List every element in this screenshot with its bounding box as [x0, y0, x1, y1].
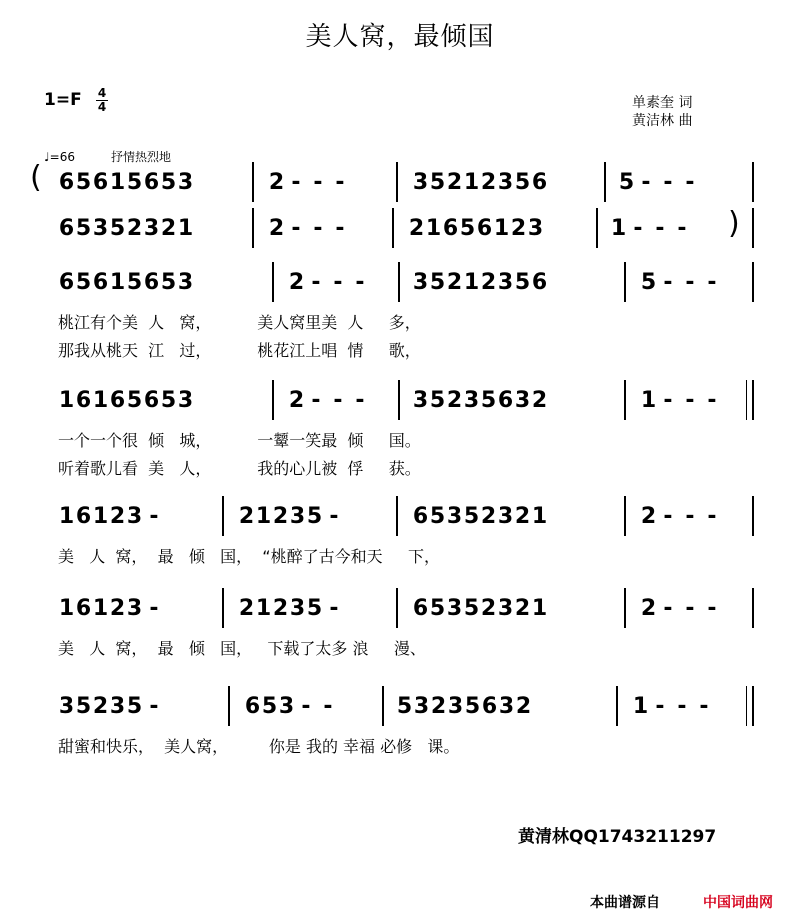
- measure: [238, 496, 345, 536]
- note: 1: [92, 503, 109, 529]
- note: 3: [126, 595, 143, 621]
- note: 3: [497, 595, 514, 621]
- note: 2: [514, 595, 531, 621]
- note: -: [333, 387, 343, 413]
- lyric-line: 一个一个很 倾 城， 一颦一笑最 倾 国。: [58, 431, 421, 450]
- note: -: [291, 215, 301, 241]
- barline: [252, 162, 254, 202]
- note: 5: [463, 503, 480, 529]
- note: 6: [476, 215, 493, 241]
- barline: [398, 262, 400, 302]
- note: 1: [177, 215, 194, 241]
- measure: [288, 262, 371, 302]
- note: 5: [464, 693, 481, 719]
- footer-author: 黄清林QQ1743211297: [518, 827, 717, 847]
- footer-source: 本曲谱源自: [590, 895, 660, 911]
- measure: [610, 208, 693, 248]
- note: 1: [531, 503, 548, 529]
- note: 2: [272, 595, 289, 621]
- note: 3: [498, 693, 515, 719]
- credits: [632, 94, 692, 130]
- note: 3: [289, 595, 306, 621]
- measure: [58, 208, 194, 248]
- note: 2: [268, 169, 285, 195]
- measure: [412, 262, 548, 302]
- note: -: [333, 269, 343, 295]
- note: 5: [514, 169, 531, 195]
- barline: [624, 262, 626, 302]
- note: 2: [640, 595, 657, 621]
- note: 3: [514, 387, 531, 413]
- note: 2: [408, 215, 425, 241]
- measure: [396, 686, 532, 726]
- note: 5: [126, 387, 143, 413]
- note: 2: [510, 215, 527, 241]
- note: 5: [160, 269, 177, 295]
- note: -: [663, 503, 673, 529]
- note: 2: [446, 269, 463, 295]
- note: 1: [255, 503, 272, 529]
- barline: [624, 588, 626, 628]
- note: 3: [447, 693, 464, 719]
- barline: [604, 162, 606, 202]
- note: -: [685, 503, 695, 529]
- note: 6: [143, 169, 160, 195]
- note: 2: [272, 503, 289, 529]
- note: 6: [75, 595, 92, 621]
- note: 5: [459, 215, 476, 241]
- measure: [408, 208, 544, 248]
- note: 5: [463, 595, 480, 621]
- note: 2: [160, 215, 177, 241]
- barline: [596, 208, 598, 248]
- note: 3: [289, 503, 306, 529]
- note: 3: [412, 169, 429, 195]
- note: 3: [497, 269, 514, 295]
- page-title: 美人窝，最倾国: [305, 22, 495, 52]
- barline: [752, 588, 754, 628]
- expression: 抒情热烈地: [110, 150, 171, 164]
- barline: [382, 686, 384, 726]
- note: 1: [493, 215, 510, 241]
- note: -: [685, 387, 695, 413]
- measure: [412, 380, 548, 420]
- intro-close-paren: ): [728, 206, 740, 241]
- key-signature: 1=F: [44, 90, 82, 110]
- note: 3: [463, 387, 480, 413]
- note: 1: [531, 595, 548, 621]
- barline: [222, 496, 224, 536]
- note: 2: [640, 503, 657, 529]
- barline: [392, 208, 394, 248]
- lyric-line: 桃江有个美 人 窝， 美人窝里美 人 多，: [58, 313, 421, 332]
- note: 2: [288, 387, 305, 413]
- note: 3: [412, 269, 429, 295]
- note: -: [149, 595, 159, 621]
- note: 2: [515, 693, 532, 719]
- note: 5: [75, 693, 92, 719]
- measure: [58, 380, 194, 420]
- measure: [244, 686, 339, 726]
- measure: [412, 496, 548, 536]
- tempo-value: ♩=66: [44, 150, 75, 164]
- note: -: [313, 169, 323, 195]
- note: -: [655, 215, 665, 241]
- note: -: [655, 693, 665, 719]
- note: 3: [109, 693, 126, 719]
- note: 6: [143, 269, 160, 295]
- barline: [752, 380, 754, 420]
- note: -: [699, 693, 709, 719]
- measure: [412, 162, 548, 202]
- note: 1: [109, 169, 126, 195]
- note: 6: [75, 503, 92, 529]
- note: 3: [278, 693, 295, 719]
- note: 2: [514, 503, 531, 529]
- barline: [624, 496, 626, 536]
- measure: [640, 380, 723, 420]
- note: 2: [430, 693, 447, 719]
- measure: [640, 496, 723, 536]
- note: 2: [480, 503, 497, 529]
- note: -: [311, 269, 321, 295]
- barline: [752, 162, 754, 202]
- measure: [412, 588, 548, 628]
- note: 6: [412, 503, 429, 529]
- note: 1: [640, 387, 657, 413]
- note: 3: [497, 503, 514, 529]
- note: -: [685, 269, 695, 295]
- note: 5: [306, 503, 323, 529]
- note: 6: [143, 387, 160, 413]
- barline: [616, 686, 618, 726]
- note: 2: [480, 169, 497, 195]
- note: -: [663, 269, 673, 295]
- note: -: [633, 215, 643, 241]
- note: 1: [255, 595, 272, 621]
- measure: [58, 162, 194, 202]
- note: 3: [527, 215, 544, 241]
- note: 6: [58, 169, 75, 195]
- barline: [252, 208, 254, 248]
- note: 6: [244, 693, 261, 719]
- note: 3: [497, 169, 514, 195]
- measure: [268, 208, 351, 248]
- note: 5: [429, 169, 446, 195]
- note: 5: [429, 595, 446, 621]
- barline: [272, 262, 274, 302]
- time-signature: [96, 88, 108, 113]
- note: -: [707, 595, 717, 621]
- note: 3: [177, 169, 194, 195]
- note: -: [685, 595, 695, 621]
- barline-double: [746, 686, 747, 726]
- note: 1: [109, 269, 126, 295]
- barline: [624, 380, 626, 420]
- note: 3: [177, 387, 194, 413]
- measure: [640, 588, 723, 628]
- note: -: [677, 693, 687, 719]
- note: -: [355, 269, 365, 295]
- note: 6: [481, 693, 498, 719]
- note: 1: [610, 215, 627, 241]
- barline: [222, 588, 224, 628]
- note: 5: [396, 693, 413, 719]
- note: -: [663, 169, 673, 195]
- note: -: [329, 503, 339, 529]
- note: 5: [306, 595, 323, 621]
- note: 2: [288, 269, 305, 295]
- note: 2: [446, 387, 463, 413]
- note: -: [663, 595, 673, 621]
- note: -: [707, 387, 717, 413]
- note: -: [311, 387, 321, 413]
- barline: [228, 686, 230, 726]
- note: 6: [497, 387, 514, 413]
- note: -: [313, 215, 323, 241]
- note: 1: [632, 693, 649, 719]
- measure: [618, 162, 701, 202]
- note: 1: [92, 595, 109, 621]
- note: 3: [92, 215, 109, 241]
- note: 6: [75, 387, 92, 413]
- note: 3: [446, 503, 463, 529]
- note: 5: [75, 169, 92, 195]
- measure: [288, 380, 371, 420]
- note: 3: [58, 693, 75, 719]
- note: 2: [109, 503, 126, 529]
- note: 2: [92, 693, 109, 719]
- note: 6: [58, 269, 75, 295]
- note: 5: [480, 387, 497, 413]
- note: 1: [92, 387, 109, 413]
- note: -: [641, 169, 651, 195]
- note: 1: [58, 595, 75, 621]
- lyric-line: 听着歌儿看 美 人， 我的心儿被 俘 获。: [58, 459, 421, 478]
- note: 2: [238, 595, 255, 621]
- note: 2: [109, 595, 126, 621]
- note: 3: [177, 269, 194, 295]
- note: 6: [412, 595, 429, 621]
- note: -: [335, 169, 345, 195]
- measure: [632, 686, 715, 726]
- barline: [272, 380, 274, 420]
- note: 5: [160, 387, 177, 413]
- note: -: [149, 503, 159, 529]
- lyric-line: 那我从桃天 江 过， 桃花江上唱 情 歌，: [58, 341, 421, 360]
- measure: [640, 262, 723, 302]
- note: 6: [92, 169, 109, 195]
- note: 2: [126, 215, 143, 241]
- note: 2: [446, 169, 463, 195]
- note: 3: [412, 387, 429, 413]
- note: 1: [463, 269, 480, 295]
- note: 6: [531, 169, 548, 195]
- note: -: [663, 387, 673, 413]
- note: 2: [480, 595, 497, 621]
- barline: [398, 380, 400, 420]
- barline-double: [746, 380, 747, 420]
- note: 5: [126, 269, 143, 295]
- intro-open-paren: (: [30, 160, 42, 195]
- note: -: [291, 169, 301, 195]
- barline: [396, 496, 398, 536]
- lyricist: 单素奎 词: [632, 95, 693, 111]
- note: 5: [429, 503, 446, 529]
- note: 6: [58, 215, 75, 241]
- note: 5: [640, 269, 657, 295]
- note: 1: [425, 215, 442, 241]
- barline: [752, 686, 754, 726]
- note: -: [707, 269, 717, 295]
- lyric-line: 美 人 窝， 最 倾 国， “桃醉了古今和天 下，: [58, 547, 441, 566]
- measure: [238, 588, 345, 628]
- note: 5: [75, 269, 92, 295]
- note: 6: [531, 269, 548, 295]
- note: -: [335, 215, 345, 241]
- barline: [396, 162, 398, 202]
- note: 3: [143, 215, 160, 241]
- note: 6: [92, 269, 109, 295]
- note: 5: [261, 693, 278, 719]
- note: 5: [75, 215, 92, 241]
- footer-site: 中国词曲网: [703, 895, 773, 911]
- note: -: [677, 215, 687, 241]
- note: 2: [238, 503, 255, 529]
- note: 2: [268, 215, 285, 241]
- note: 3: [126, 503, 143, 529]
- time-signature-bottom: 4: [97, 100, 107, 114]
- lyric-line: 甜蜜和快乐， 美人窝， 你是 我的 幸福 必修 课。: [58, 737, 460, 756]
- note: 5: [160, 169, 177, 195]
- note: -: [707, 503, 717, 529]
- note: 1: [463, 169, 480, 195]
- note: 3: [446, 595, 463, 621]
- composer: 黄洁林 曲: [632, 113, 693, 129]
- note: 6: [442, 215, 459, 241]
- note: 5: [618, 169, 635, 195]
- measure: [58, 496, 165, 536]
- note: 3: [413, 693, 430, 719]
- measure: [58, 588, 165, 628]
- note: -: [329, 595, 339, 621]
- note: 5: [514, 269, 531, 295]
- time-signature-top: 4: [97, 86, 107, 100]
- lyric-line: 美 人 窝， 最 倾 国， 下载了太多 浪 漫、: [58, 639, 426, 658]
- note: 1: [58, 387, 75, 413]
- note: -: [301, 693, 311, 719]
- note: -: [323, 693, 333, 719]
- note: -: [355, 387, 365, 413]
- barline: [752, 496, 754, 536]
- measure: [58, 686, 165, 726]
- note: 6: [109, 387, 126, 413]
- note: -: [149, 693, 159, 719]
- note: 2: [531, 387, 548, 413]
- barline: [396, 588, 398, 628]
- note: 5: [126, 693, 143, 719]
- note: 5: [109, 215, 126, 241]
- note: 2: [480, 269, 497, 295]
- measure: [268, 162, 351, 202]
- note: 1: [58, 503, 75, 529]
- note: 5: [429, 387, 446, 413]
- barline: [752, 208, 754, 248]
- measure: [58, 262, 194, 302]
- note: 5: [126, 169, 143, 195]
- note: -: [685, 169, 695, 195]
- note: 5: [429, 269, 446, 295]
- barline: [752, 262, 754, 302]
